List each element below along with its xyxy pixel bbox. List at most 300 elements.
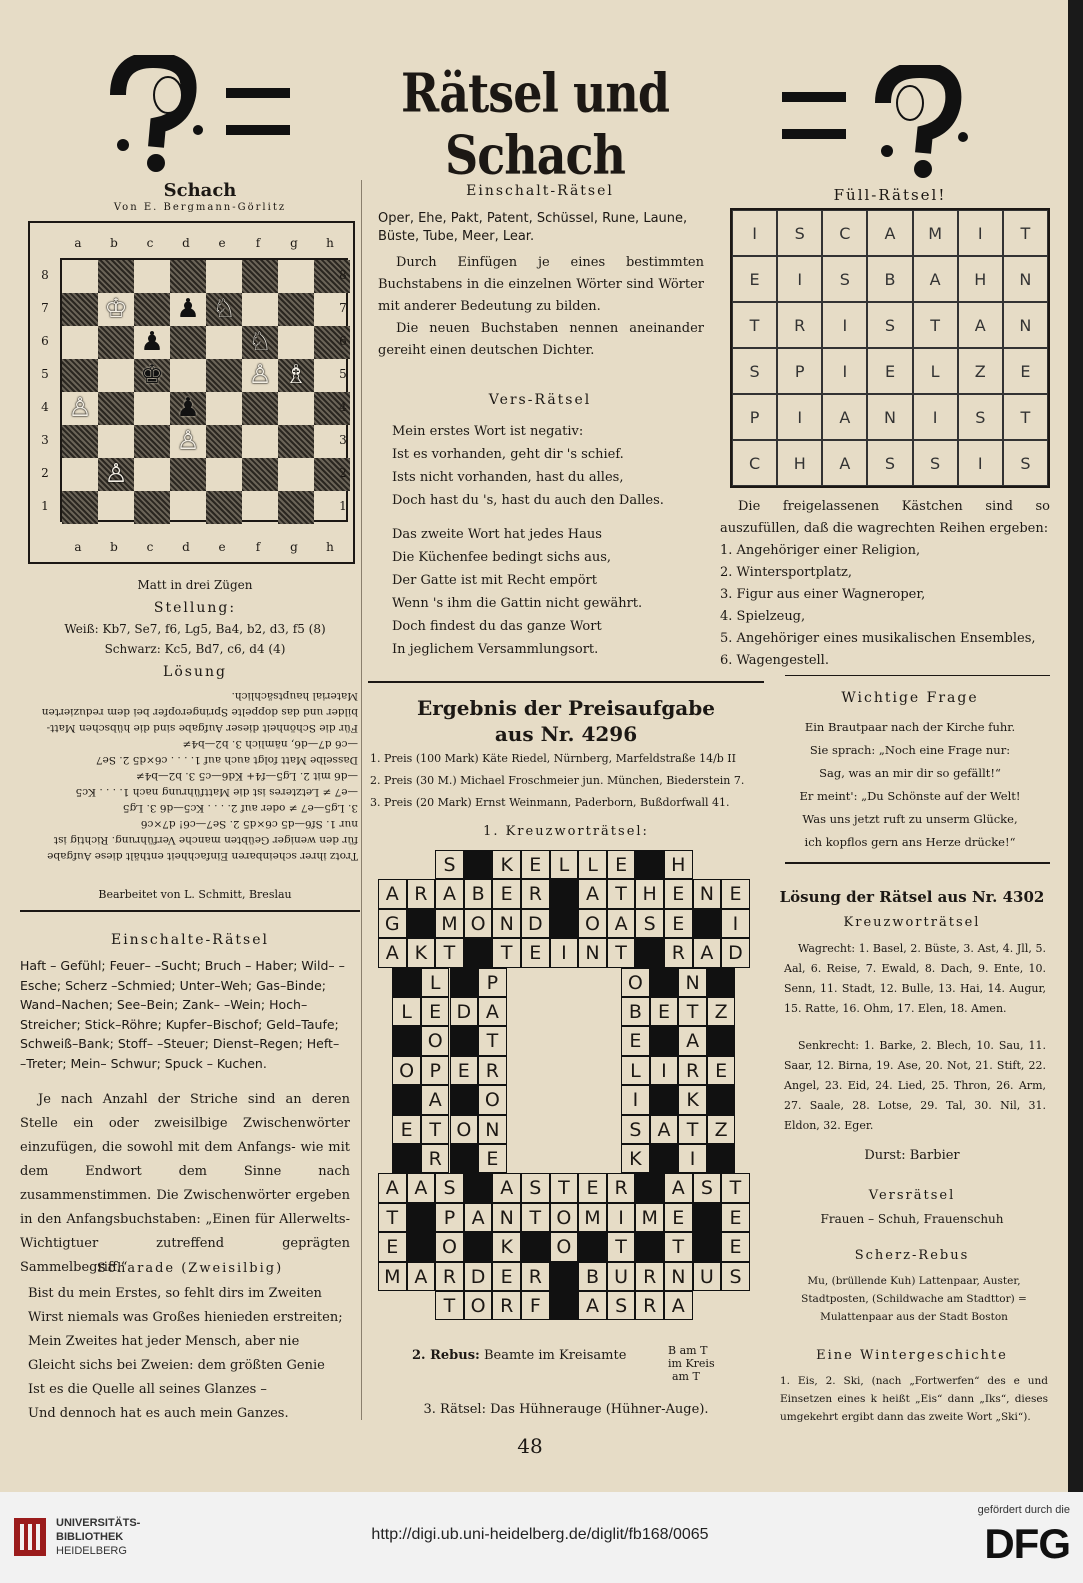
crossword-cell: A xyxy=(664,1173,693,1202)
divider-right-1 xyxy=(785,675,1050,676)
fuell-cell: C xyxy=(732,440,777,486)
crossword-cell: T xyxy=(678,997,707,1026)
board-file-label: c xyxy=(146,236,154,250)
fuell-clue-line: 1. Angehöriger einer Religion, xyxy=(720,543,921,558)
crossword-cell: H xyxy=(664,850,693,879)
black-king-piece: ♚ xyxy=(140,360,164,390)
einschalt2-text: Durch Einfügen je eines bestimmten Buchstabens in die einzelnen Wörter sind Wörter mit anderer Bedeutung zu bilden. xyxy=(378,255,704,314)
einschalt2-words: Oper, Ehe, Pakt, Patent, Schüssel, Rune, Laune, Büste, Tube, Meer, Lear. xyxy=(378,211,688,244)
rebus-label: 2. Rebus: xyxy=(412,1348,480,1363)
crossword-cell: N xyxy=(693,879,722,908)
frage-line: Er meint': „Du Schönste auf der Welt! xyxy=(799,789,1021,803)
crossword-block xyxy=(635,938,664,967)
crossword-cell: T xyxy=(435,1291,464,1320)
board-square xyxy=(62,260,98,293)
chess-solution-line: Dasselbe Matt folgt auch auf 1. . . . c6×d5 2. Se7 xyxy=(95,754,358,766)
crossword-cell: E xyxy=(721,879,750,908)
board-square xyxy=(62,326,98,359)
board-square xyxy=(242,491,278,524)
board-square xyxy=(170,458,206,491)
ergebnis-title-2: aus Nr. 4296 xyxy=(494,722,638,746)
crossword-cell: T xyxy=(521,1203,550,1232)
fuell-grid xyxy=(730,208,1050,488)
crossword-block xyxy=(635,1232,664,1261)
board-file-label: d xyxy=(182,236,190,250)
crossword-cell: B xyxy=(464,879,493,908)
board-square xyxy=(170,326,206,359)
crossword-cell: R xyxy=(435,1262,464,1291)
crossword-block xyxy=(392,1026,421,1055)
rebus-figure xyxy=(664,1344,744,1383)
white-pawn-piece: ♙ xyxy=(248,360,272,390)
crossword-solution-grid xyxy=(378,850,758,1322)
white-knight-piece: ♘ xyxy=(212,294,236,324)
crossword-cell: P xyxy=(478,968,507,997)
scharade-line: Wirst niemals was Großes hienieden erstreiten; xyxy=(28,1310,343,1325)
right-equals-top xyxy=(782,92,846,102)
board-rank-label: 2 xyxy=(41,466,49,480)
board-square xyxy=(98,491,134,524)
black-pawn-piece: ♟ xyxy=(176,393,200,423)
loesung-wagrecht: Wagrecht: 1. Basel, 2. Büste, 3. Ast, 4. Jll, 5. Aal, 6. Reise, 7. Ewald, 8. Dach, 9. Ente, 10. Senn, 11. Stadt, 12. Bulle, 13. Hai, 14. Augur, 15. Ratte, 16. Ohm, 17. Elen, 18. Amen. xyxy=(784,942,1046,1015)
fuell-cell: A xyxy=(822,440,867,486)
crossword-cell: O xyxy=(578,909,607,938)
crossword-block xyxy=(392,968,421,997)
crossword-cell: T xyxy=(607,879,636,908)
chess-solution-upside-down xyxy=(28,684,358,864)
board-square xyxy=(134,425,170,458)
loesung-winter-text: 1. Eis, 2. Ski, (nach „Fortwerfen“ des e und Einsetzen eines k heißt „Eis“ dann „Iks“, dieses umgekehrt ergibt dann das zweite Wort „Ski“). xyxy=(780,1375,1048,1423)
fuell-cell: S xyxy=(1003,440,1048,486)
column-divider-left xyxy=(361,180,362,1420)
board-square xyxy=(242,458,278,491)
crossword-cell: I xyxy=(607,1203,636,1232)
crossword-cell: R xyxy=(664,938,693,967)
kreuzwort-title: 1. Kreuzworträtsel: xyxy=(483,824,649,839)
vers-stanza-1 xyxy=(392,420,712,512)
board-file-label: a xyxy=(74,236,82,250)
crossword-cell: T xyxy=(378,1203,407,1232)
board-file-label: b xyxy=(110,540,118,554)
crossword-cell: O xyxy=(550,1232,579,1261)
crossword-block xyxy=(407,1203,436,1232)
einschalte-title: Einschalte-Rätsel xyxy=(110,932,269,948)
vers-stanza-1-line: Mein erstes Wort ist negativ: xyxy=(392,424,584,439)
vers-stanza-2-line: Doch findest du das ganze Wort xyxy=(392,619,602,634)
crossword-cell: A xyxy=(407,1262,436,1291)
vers-stanza-1-line: Ists nicht vorhanden, hast du alles, xyxy=(392,470,624,485)
crossword-cell: O xyxy=(421,1026,450,1055)
crossword-cell: S xyxy=(721,1262,750,1291)
crossword-cell: R xyxy=(635,1262,664,1291)
crossword-cell: K xyxy=(621,1144,650,1173)
fuell-clue-line: 2. Wintersportplatz, xyxy=(720,565,853,580)
crossword-cell: Z xyxy=(707,997,736,1026)
board-rank-label: 2 xyxy=(339,466,347,480)
fuell-cell: L xyxy=(913,348,958,394)
crossword-cell: M xyxy=(635,1203,664,1232)
board-file-label: b xyxy=(110,236,118,250)
crossword-cell: U xyxy=(693,1262,722,1291)
left-equals-bottom xyxy=(226,125,290,135)
crossword-cell: R xyxy=(407,879,436,908)
right-equals-bottom xyxy=(782,129,846,139)
frage-poem xyxy=(770,716,1050,854)
crossword-cell: E xyxy=(578,1173,607,1202)
crossword-cell: O xyxy=(464,1291,493,1320)
board-square xyxy=(206,392,242,425)
board-square xyxy=(242,260,278,293)
page-number: 48 xyxy=(517,1434,543,1458)
crossword-block xyxy=(464,1173,493,1202)
crossword-cell: Z xyxy=(707,1115,736,1144)
crossword-cell: I xyxy=(621,1085,650,1114)
page-title: Rätsel und Schach xyxy=(400,61,670,187)
funded-by-label: gefördert durch die xyxy=(977,1504,1070,1516)
fuell-cell: I xyxy=(958,210,1003,256)
einschalt2-text2: Die neuen Buchstaben nennen aneinander gereiht einen deutschen Dichter. xyxy=(378,321,704,358)
crossword-cell: N xyxy=(578,938,607,967)
prize-list xyxy=(370,748,765,814)
crossword-cell: O xyxy=(550,1203,579,1232)
crossword-cell: T xyxy=(664,1232,693,1261)
board-file-label: f xyxy=(255,540,261,554)
crossword-block xyxy=(450,968,479,997)
white-bishop-piece: ♗ xyxy=(284,360,308,390)
crossword-block xyxy=(464,938,493,967)
crossword-cell: D xyxy=(521,909,550,938)
crossword-cell: E xyxy=(707,1056,736,1085)
chess-black-position: Schwarz: Kc5, Bd7, c6, d4 (4) xyxy=(104,642,286,656)
crossword-cell: S xyxy=(607,1291,636,1320)
crossword-cell: E xyxy=(621,1026,650,1055)
crossword-cell: K xyxy=(492,850,521,879)
library-line-2: BIBLIOTHEK xyxy=(56,1531,124,1543)
fuell-cell: I xyxy=(777,256,822,302)
board-rank-label: 3 xyxy=(41,433,49,447)
vers-stanza-2-line: Der Gatte ist mit Recht empört xyxy=(392,573,597,588)
board-square xyxy=(242,425,278,458)
scharade-line: Mein Zweites hat jeder Mensch, aber nie xyxy=(28,1334,300,1349)
crossword-cell: T xyxy=(478,1026,507,1055)
crossword-cell: S xyxy=(435,1173,464,1202)
board-file-label: g xyxy=(290,236,298,250)
crossword-cell: T xyxy=(550,1173,579,1202)
board-square xyxy=(98,425,134,458)
board-rank-label: 7 xyxy=(41,301,49,315)
crossword-cell: E xyxy=(664,1203,693,1232)
crossword-cell: N xyxy=(492,909,521,938)
ergebnis-title-1: Ergebnis der Preisaufgabe xyxy=(417,696,715,720)
board-square xyxy=(134,293,170,326)
board-square xyxy=(206,425,242,458)
rebus-fig-line-3: am T xyxy=(672,1370,700,1383)
crossword-cell: E xyxy=(664,879,693,908)
crossword-cell: A xyxy=(607,909,636,938)
crossword-block xyxy=(464,850,493,879)
crossword-block xyxy=(635,850,664,879)
fuell-cell: H xyxy=(777,440,822,486)
fuell-cell: H xyxy=(958,256,1003,302)
fuell-cell: E xyxy=(732,256,777,302)
vers-stanza-2 xyxy=(392,523,712,661)
fuell-cell: S xyxy=(822,256,867,302)
crossword-cell: T xyxy=(421,1115,450,1144)
fuell-cell: I xyxy=(958,440,1003,486)
crossword-block xyxy=(550,1262,579,1291)
frage-title: Wichtige Frage xyxy=(841,690,979,706)
fuell-cell: E xyxy=(867,348,912,394)
library-line-1: UNIVERSITÄTS- xyxy=(56,1517,141,1529)
board-square xyxy=(98,326,134,359)
crossword-cell: I xyxy=(678,1144,707,1173)
crossword-cell: O xyxy=(621,968,650,997)
crossword-cell: A xyxy=(435,879,464,908)
board-file-label: c xyxy=(146,540,154,554)
board-square xyxy=(278,260,314,293)
chess-board xyxy=(60,258,348,522)
crossword-cell: P xyxy=(435,1203,464,1232)
crossword-cell: K xyxy=(407,938,436,967)
board-rank-label: 6 xyxy=(41,334,49,348)
fuell-cell: Z xyxy=(958,348,1003,394)
board-square xyxy=(62,293,98,326)
raetsel-3-answer: 3. Rätsel: Das Hühnerauge (Hühner-Auge). xyxy=(423,1402,709,1417)
crossword-block xyxy=(635,1173,664,1202)
fuell-clue-line: 6. Wagengestell. xyxy=(720,653,829,668)
crossword-block xyxy=(650,1026,679,1055)
board-square xyxy=(242,293,278,326)
board-square xyxy=(62,458,98,491)
divider-middle xyxy=(368,681,764,683)
crossword-block xyxy=(707,1026,736,1055)
fuell-cell: B xyxy=(867,256,912,302)
crossword-cell: O xyxy=(464,909,493,938)
vers-title: Vers-Rätsel xyxy=(488,392,592,408)
white-pawn-piece: ♙ xyxy=(176,426,200,456)
fuell-cell: S xyxy=(732,348,777,394)
right-question-mark-ornament xyxy=(865,65,980,180)
chess-solution-line: Trotz ihrer scheinbaren Einfachheit enthält diese Aufgabe xyxy=(47,850,358,862)
crossword-cell: D xyxy=(450,997,479,1026)
board-square xyxy=(134,458,170,491)
chess-white-position: Weiß: Kb7, Se7, f6, Lg5, Ba4, b2, d3, f5 (8) xyxy=(64,622,326,636)
fuell-cell: T xyxy=(1003,210,1048,256)
crossword-cell: T xyxy=(721,1173,750,1202)
board-rank-label: 8 xyxy=(41,268,49,282)
prize-line: 1. Preis (100 Mark) Käte Riedel, Nürnberg, Marfeldstraße 14/b II xyxy=(370,752,736,765)
crossword-cell: A xyxy=(378,1173,407,1202)
crossword-cell: E xyxy=(450,1056,479,1085)
board-square xyxy=(134,260,170,293)
board-square xyxy=(278,326,314,359)
source-url-link[interactable]: http://digi.ub.uni-heidelberg.de/diglit/fb168/0065 xyxy=(371,1526,709,1543)
board-square xyxy=(278,458,314,491)
crossword-cell: O xyxy=(450,1115,479,1144)
crossword-cell: I xyxy=(721,909,750,938)
crossword-block xyxy=(550,909,579,938)
crossword-cell: G xyxy=(378,909,407,938)
crossword-cell: F xyxy=(521,1291,550,1320)
crossword-cell: L xyxy=(421,968,450,997)
crossword-cell: A xyxy=(421,1085,450,1114)
crossword-block xyxy=(392,1144,421,1173)
crossword-cell: E xyxy=(650,997,679,1026)
vers-stanza-1-line: Doch hast du 's, hast du auch den Dalles. xyxy=(392,493,664,508)
board-square xyxy=(278,425,314,458)
board-square xyxy=(206,260,242,293)
crossword-block xyxy=(450,1026,479,1055)
left-equals-top xyxy=(226,88,290,98)
crossword-cell: E xyxy=(478,1144,507,1173)
rebus-fig-line-2: im Kreis xyxy=(668,1357,715,1370)
library-logo-icon xyxy=(12,1514,48,1560)
crossword-cell: T xyxy=(607,938,636,967)
board-square xyxy=(206,326,242,359)
scharade-line: Und dennoch hat es auch mein Ganzes. xyxy=(28,1406,289,1421)
fuell-title: Füll-Rätsel! xyxy=(833,186,947,204)
crossword-cell: S xyxy=(521,1173,550,1202)
crossword-cell: N xyxy=(492,1203,521,1232)
crossword-cell: E xyxy=(664,909,693,938)
crossword-block xyxy=(650,1085,679,1114)
fuell-cell: A xyxy=(822,394,867,440)
fuell-cell: S xyxy=(867,440,912,486)
crossword-cell: E xyxy=(421,997,450,1026)
crossword-cell: K xyxy=(492,1232,521,1261)
board-file-label: d xyxy=(182,540,190,554)
crossword-cell: M xyxy=(378,1262,407,1291)
white-pawn-piece: ♙ xyxy=(68,393,92,423)
chess-stellung-label: Stellung: xyxy=(153,600,237,616)
loesung-vers-answer: Frauen – Schuh, Frauenschuh xyxy=(820,1212,1004,1226)
crossword-cell: L xyxy=(392,997,421,1026)
board-file-label: g xyxy=(290,540,298,554)
crossword-cell: N xyxy=(678,968,707,997)
crossword-cell: M xyxy=(578,1203,607,1232)
crossword-cell: B xyxy=(578,1262,607,1291)
crossword-cell: I xyxy=(550,938,579,967)
crossword-block xyxy=(450,1144,479,1173)
prize-line: 2. Preis (30 M.) Michael Froschmeier jun. München, Biederstein 7. xyxy=(370,774,745,787)
fuell-cell: I xyxy=(777,394,822,440)
fuell-cell: S xyxy=(913,440,958,486)
chess-title: Schach xyxy=(163,180,237,201)
chess-solution-line: —d6 mit 2. Lg5—f4+ Kd6—c5 3. b2—b4≠ xyxy=(135,770,358,782)
crossword-cell: E xyxy=(521,938,550,967)
board-rank-label: 8 xyxy=(339,268,347,282)
library-name xyxy=(56,1516,140,1558)
crossword-cell: A xyxy=(664,1291,693,1320)
crossword-cell: E xyxy=(492,879,521,908)
crossword-block xyxy=(550,1291,579,1320)
crossword-cell: U xyxy=(607,1262,636,1291)
crossword-cell: K xyxy=(678,1085,707,1114)
board-rank-label: 4 xyxy=(41,400,49,414)
fuell-cell: A xyxy=(867,210,912,256)
loesung-scherz-text: Mu, (brüllende Kuh) Lattenpaar, Auster, Stadtposten, (Schildwache am Stadttor) = Mulattenpaar aus der Stadt Boston xyxy=(801,1275,1027,1323)
fuell-cell: E xyxy=(1003,348,1048,394)
crossword-cell: E xyxy=(378,1232,407,1261)
crossword-cell: I xyxy=(650,1056,679,1085)
dfg-logo: DFG xyxy=(984,1520,1070,1567)
crossword-cell: R xyxy=(421,1144,450,1173)
left-question-mark-ornament xyxy=(98,55,218,175)
fuell-cell: I xyxy=(822,302,867,348)
chess-solution-line: nur 1. Sf6—d5 c6×d5 2. Se7—c6! d7×c6 xyxy=(140,818,358,830)
board-square xyxy=(242,392,278,425)
board-file-label: f xyxy=(255,236,261,250)
crossword-cell: L xyxy=(578,850,607,879)
crossword-cell: E xyxy=(607,850,636,879)
vers-stanza-1-line: Ist es vorhanden, geht dir 's schief. xyxy=(392,447,624,462)
fuell-cell: S xyxy=(958,394,1003,440)
divider-left-1 xyxy=(20,910,360,912)
vers-stanza-2-line: In jeglichem Versammlungsort. xyxy=(392,642,599,657)
crossword-cell: R xyxy=(678,1056,707,1085)
board-rank-label: 5 xyxy=(41,367,49,381)
crossword-block xyxy=(578,1232,607,1261)
crossword-cell: E xyxy=(521,850,550,879)
white-pawn-piece: ♙ xyxy=(104,459,128,489)
crossword-cell: S xyxy=(635,909,664,938)
crossword-cell: R xyxy=(521,879,550,908)
crossword-cell: H xyxy=(635,879,664,908)
crossword-cell: T xyxy=(435,938,464,967)
fuell-cell: T xyxy=(913,302,958,348)
fuell-clues xyxy=(720,540,1050,672)
crossword-cell: R xyxy=(521,1262,550,1291)
crossword-cell: P xyxy=(421,1056,450,1085)
fuell-clue-line: 3. Figur aus einer Wagneroper, xyxy=(720,587,926,602)
board-square xyxy=(170,491,206,524)
chess-editor: Bearbeitet von L. Schmitt, Breslau xyxy=(98,888,292,901)
crossword-cell: A xyxy=(464,1203,493,1232)
fuell-cell: T xyxy=(732,302,777,348)
chess-solution-line: —c6 d7—d6, nämlich 3. b2—b4≠ xyxy=(182,738,358,750)
board-rank-label: 7 xyxy=(339,301,347,315)
board-square xyxy=(170,359,206,392)
rebus-fig-line-1: B am T xyxy=(668,1344,708,1357)
chess-author: Von E. Bergmann-Görlitz xyxy=(113,202,287,213)
loesung-vers-title: Versrätsel xyxy=(868,1188,956,1203)
board-square xyxy=(278,392,314,425)
crossword-cell: E xyxy=(492,1262,521,1291)
fuell-cell: I xyxy=(822,348,867,394)
frage-line: Sie sprach: „Noch eine Frage nur: xyxy=(809,743,1011,757)
crossword-block xyxy=(450,1085,479,1114)
board-rank-label: 6 xyxy=(339,334,347,348)
board-file-label: a xyxy=(74,540,82,554)
vers-stanza-2-line: Wenn 's ihm die Gattin nicht gewährt. xyxy=(392,596,643,611)
board-square xyxy=(278,293,314,326)
fuell-cell: I xyxy=(913,394,958,440)
crossword-cell: R xyxy=(492,1291,521,1320)
crossword-cell: A xyxy=(478,997,507,1026)
crossword-cell: L xyxy=(550,850,579,879)
fuell-cell: P xyxy=(732,394,777,440)
crossword-cell: S xyxy=(621,1115,650,1144)
crossword-cell: R xyxy=(607,1173,636,1202)
crossword-block xyxy=(650,1144,679,1173)
board-rank-label: 4 xyxy=(339,400,347,414)
crossword-cell: S xyxy=(693,1173,722,1202)
crossword-cell: D xyxy=(464,1262,493,1291)
board-file-label: e xyxy=(218,540,226,554)
crossword-block xyxy=(707,968,736,997)
fuell-cell: R xyxy=(777,302,822,348)
board-square xyxy=(206,491,242,524)
